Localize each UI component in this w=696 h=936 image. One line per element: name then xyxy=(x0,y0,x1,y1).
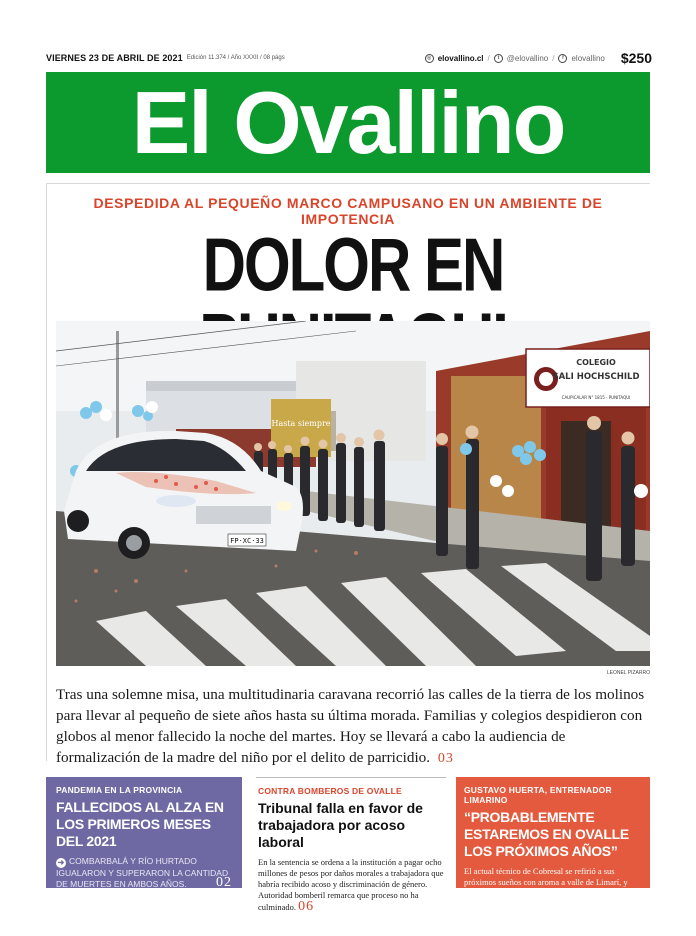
photo-sign-location: CAUPICALAR N° 1815 - PUNITAQUI xyxy=(561,395,631,400)
edition-info: Edición 11.374 / Año XXXII / 08 págs xyxy=(186,55,285,61)
social-links xyxy=(425,50,652,66)
page-reference[interactable]: 03 xyxy=(437,751,454,766)
teaser-tag: GUSTAVO HUERTA, ENTRENADOR LIMARINO xyxy=(464,785,612,805)
separator: / xyxy=(552,53,555,63)
teaser-body xyxy=(56,856,232,890)
photo-sign-title: COLEGIO xyxy=(576,358,616,367)
photo-banner-text: Hasta siempre xyxy=(271,419,331,428)
teaser-pandemia[interactable] xyxy=(46,777,242,888)
facebook-handle[interactable]: elovallino xyxy=(571,53,605,63)
teaser-body-text: El actual técnico de Cobresal se refirió a sus próximos sueños con aroma a valle de Limarí, y reveló un encuentro con Miguel Nasur. xyxy=(464,866,628,898)
arrow-right-icon: ➜ xyxy=(57,858,65,867)
funeral-procession-illustration xyxy=(56,321,650,666)
teaser-huerta[interactable] xyxy=(456,777,650,901)
teaser-bomberos[interactable] xyxy=(256,777,446,914)
story-headline: DOLOR EN xyxy=(202,223,504,307)
twitter-handle[interactable]: @elovallino xyxy=(506,53,549,63)
photo-sign-name: SALI HOCHSCHILD xyxy=(552,372,640,382)
lead-text: Tras una solemne misa, una multitudinaria caravana recorrió las calles de la tierra de los molinos para llevar al pequeño de siete años hasta su última morada. Familias y colegios despidieron con globos al menor fallecido la noche del martes. Hoy se llevará a cabo la audiencia de formalización de la madre del niño por el delito de parricidio. xyxy=(56,686,645,766)
photo-credit: LEONEL PIZARRO xyxy=(606,670,650,676)
story-lead xyxy=(56,684,652,769)
teaser-body xyxy=(464,866,642,899)
masthead xyxy=(46,72,650,173)
story-kicker: DESPEDIDA AL PEQUEÑO MARCO CAMPUSANO EN UN AMBIENTE DE IMPOTENCIA xyxy=(93,195,603,227)
website-link[interactable]: elovallino.cl xyxy=(437,53,484,63)
newspaper-title: El Ovallino xyxy=(131,72,565,172)
top-info-bar xyxy=(46,50,652,66)
teaser-headline: FALLECIDOS AL ALZA EN LOS PRIMEROS MESES DEL 2021 xyxy=(56,799,224,849)
teaser-tag: PANDEMIA EN LA PROVINCIA xyxy=(56,785,183,795)
page-reference[interactable]: 02 xyxy=(216,874,232,890)
issue-date: VIERNES 23 DE ABRIL DE 2021 xyxy=(46,53,183,63)
globe-icon: ◎ xyxy=(425,54,434,63)
page-reference[interactable]: 08 xyxy=(626,886,642,901)
twitter-icon: t xyxy=(494,54,503,63)
teaser-headline: Tribunal falla en favor de trabajadora por acoso laboral xyxy=(258,800,423,850)
issue-price: $250 xyxy=(620,50,652,66)
page-reference[interactable]: 06 xyxy=(298,899,315,914)
separator: / xyxy=(487,53,490,63)
teaser-body-text: COMBARBALÁ Y RÍO HURTADO IGUALARON Y SUPERARON LA CANTIDAD DE MUERTES EN AMBOS AÑOS. xyxy=(56,856,229,889)
teaser-headline: “PROBABLEMENTE ESTAREMOS EN OVALLE LOS PRÓXIMOS AÑOS” xyxy=(464,809,629,859)
facebook-icon: f xyxy=(558,54,567,63)
teaser-body xyxy=(258,857,444,913)
teaser-tag: CONTRA BOMBEROS DE OVALLE xyxy=(258,786,402,796)
story-photo xyxy=(56,321,650,666)
teaser-body-text: En la sentencia se ordena a la institución a pagar ocho millones de pesos por daños morales a trabajadora que habría recibido acoso y discriminación de género. Autoridad bomberil remarca que proceso no ha culminado. xyxy=(258,857,444,912)
photo-plate: FP·XC·33 xyxy=(230,537,264,545)
